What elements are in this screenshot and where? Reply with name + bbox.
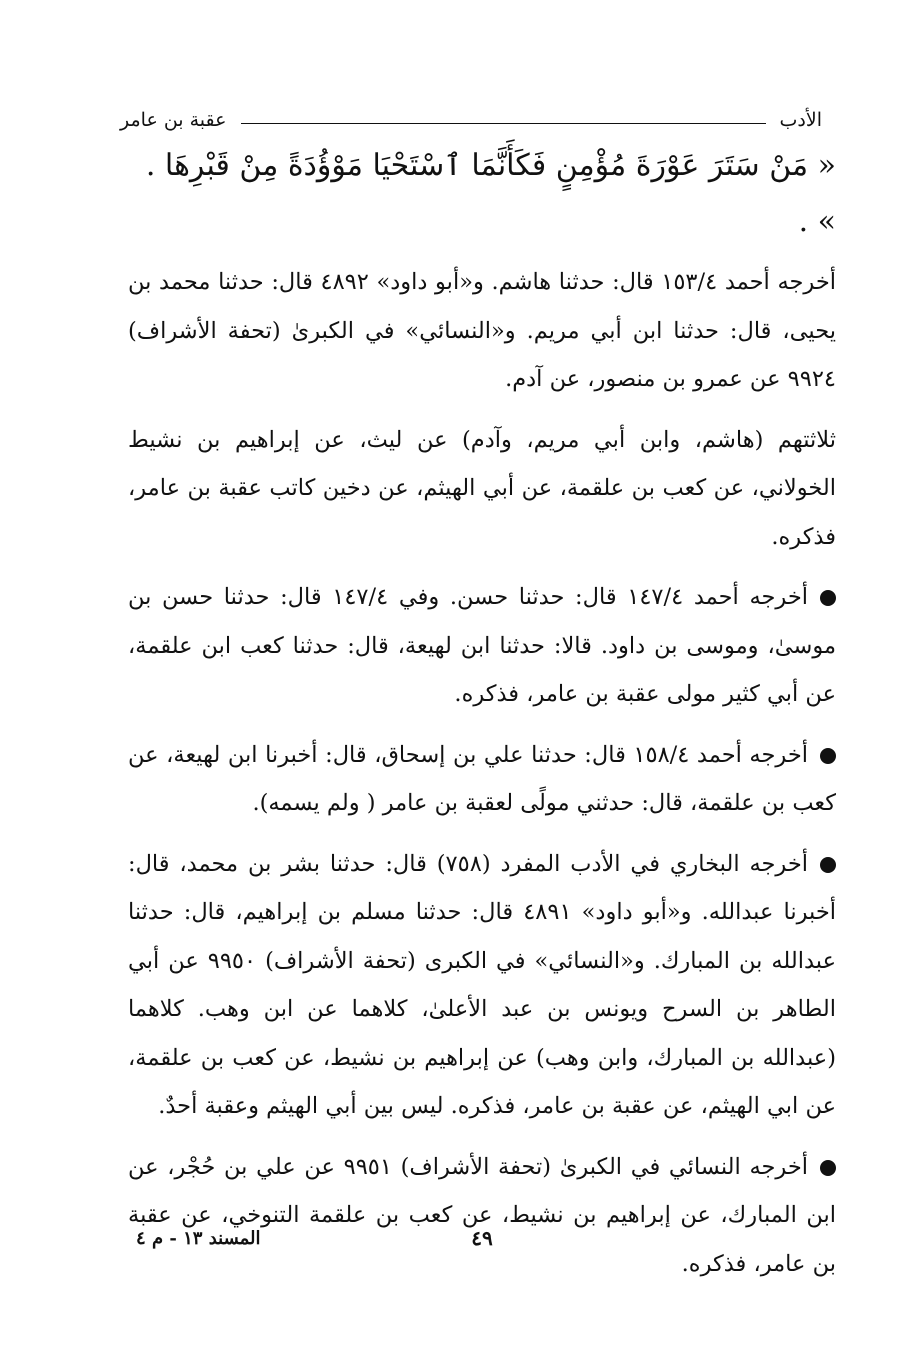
- signature-mark: المسند ١٣ - م ٤: [136, 1228, 261, 1249]
- paragraph-3: [128, 573, 836, 719]
- bullet-dot-icon: [820, 590, 836, 606]
- paragraph-text: أخرجه أحمد ١٥٣/٤ قال: حدثنا هاشم. و«أبو داود» ٤٨٩٢ قال: حدثنا محمد بن يحيى، قال: حدثنا ابن أبي مريم. و«النسائي» في الكبرىٰ (تحفة الأشراف) ٩٩٢٤ عن عمرو بن منصور، عن آدم.: [128, 269, 836, 392]
- bullet-dot-icon: [820, 857, 836, 873]
- paragraph-text: أخرجه أحمد ١٥٨/٤ قال: حدثنا علي بن إسحاق، قال: أخبرنا ابن لهيعة، عن كعب بن علقمة، قال: حدثني مولًى لعقبة بن عامر ( ولم يسمه).: [128, 741, 836, 816]
- paragraph-5: [128, 840, 836, 1131]
- header-rule: [241, 123, 766, 124]
- bullet-dot-icon: [820, 748, 836, 764]
- header-chapter: الأدب: [779, 109, 822, 131]
- paragraph-2: [128, 416, 836, 562]
- paragraph-text: أخرجه النسائي في الكبرىٰ (تحفة الأشراف) ٩٩٥١ عن علي بن حُجْر، عن ابن المبارك، عن إبراهيم بن نشيط، عن كعب بن علقمة التنوخي، عن عقبة بن عامر، فذكره.: [128, 1153, 836, 1277]
- paragraph-text: أخرجه أحمد ١٤٧/٤ قال: حدثنا حسن. وفي ١٤٧/٤ قال: حدثنا حسن بن موسىٰ، وموسى بن داود. قالا: حدثنا ابن لهيعة، قال: حدثنا كعب ابن علقمة، عن أبي كثير مولى عقبة بن عامر، فذكره.: [128, 584, 836, 707]
- page-body: [128, 138, 836, 1300]
- paragraph-text: أخرجه البخاري في الأدب المفرد (٧٥٨) قال: حدثنا بشر بن محمد، قال: أخبرنا عبدالله. و«أبو داود» ٤٨٩١ قال: حدثنا مسلم بن إبراهيم، قال: حدثنا عبدالله بن المبارك. و«النسائي» في الكبرى (تحفة الأشراف) ٩٩٥٠ عن أبي الطاهر بن السرح ويونس بن عبد الأعلىٰ، كلاهما عن ابن وهب. كلاهما (عبدالله بن المبارك، وابن وهب) عن إبراهيم بن نشيط، عن كعب بن علقمة، عن ابي الهيثم، عن عقبة بن عامر، فذكره. ليس بين أبي الهيثم وعقبة أحدٌ.: [128, 850, 837, 1119]
- page-footer: [130, 1226, 834, 1262]
- running-header: [120, 102, 822, 138]
- paragraph-text: ثلاثتهم (هاشم، وابن أبي مريم، وآدم) عن ليث، عن إبراهيم بن نشيط الخولاني، عن كعب بن علقمة، عن أبي الهيثم، عن دخين كاتب عقبة بن عامر، فذكره.: [128, 426, 836, 550]
- header-section: عقبة بن عامر: [120, 109, 227, 131]
- bullet-dot-icon: [820, 1160, 836, 1176]
- hadith-text: « مَنْ سَتَرَ عَوْرَةَ مُؤْمِنٍ فَكَأَنَّمَا ٱسْتَحْيَا مَوْؤُدَةً مِنْ قَبْرِهَا . » .: [145, 148, 836, 239]
- paragraph-1: [128, 258, 836, 404]
- paragraph-4: [128, 731, 836, 828]
- paragraph-6: [128, 1143, 836, 1289]
- page-number: ٤٩: [471, 1226, 493, 1250]
